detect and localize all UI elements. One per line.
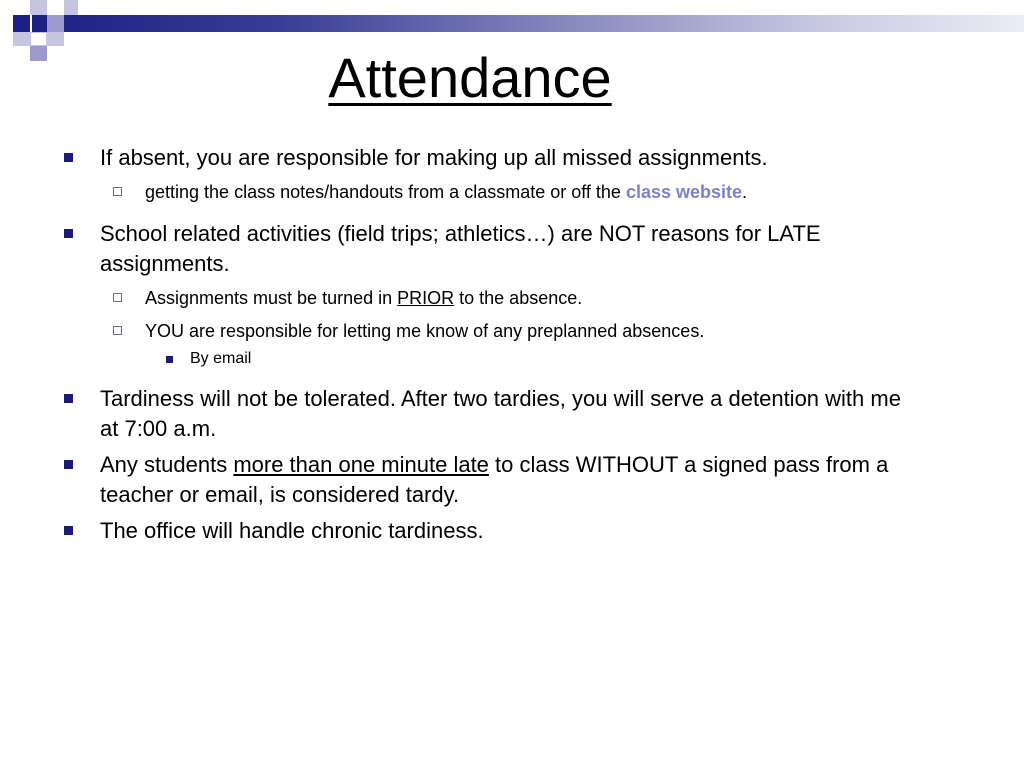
sub-item-text: Assignments must be turned in bbox=[145, 288, 398, 308]
square-bullet-icon bbox=[64, 526, 73, 535]
square-bullet-icon bbox=[64, 394, 73, 403]
underlined-text: more than one minute late bbox=[233, 452, 489, 477]
square-bullet-icon bbox=[64, 229, 73, 238]
list-item bbox=[62, 143, 912, 173]
class-website-link[interactable]: class website bbox=[625, 182, 743, 202]
sub-list-item bbox=[62, 318, 912, 344]
list-item-text: Any students bbox=[100, 452, 234, 477]
square-dark bbox=[13, 15, 30, 32]
list-item-text: Tardiness will not be tolerated. After two tardies, you will serve a detention with me at 7:00 a.m. bbox=[100, 386, 901, 441]
sub-list-item bbox=[62, 285, 912, 311]
sub-item-text: YOU are responsible for letting me know of any preplanned absences. bbox=[145, 321, 705, 341]
prior-underlined-text: PRIOR bbox=[397, 288, 455, 308]
sub-item-text-end: . bbox=[742, 182, 748, 202]
square-medium bbox=[47, 15, 64, 32]
list-item bbox=[62, 450, 912, 510]
sub-item-text: getting the class notes/handouts from a classmate or off the bbox=[145, 182, 626, 202]
list-item-text: If absent, you are responsible for making up all missed assignments. bbox=[100, 145, 768, 170]
list-item-text: The office will handle chronic tardiness. bbox=[100, 518, 484, 543]
sub-sub-list-item bbox=[62, 348, 912, 370]
hollow-square-bullet-icon bbox=[113, 293, 122, 302]
square-bullet-icon bbox=[64, 460, 73, 469]
square-light bbox=[30, 0, 47, 15]
list-item bbox=[62, 516, 912, 546]
list-item bbox=[62, 219, 912, 279]
hollow-square-bullet-icon bbox=[113, 187, 122, 196]
slide-title: Attendance bbox=[328, 46, 612, 109]
square-bullet-icon bbox=[166, 356, 173, 363]
header-gradient-band bbox=[32, 15, 1024, 32]
sub-list-item bbox=[62, 179, 912, 205]
sub-sub-item-text: By email bbox=[190, 350, 252, 367]
sub-item-text-end: to the absence. bbox=[454, 288, 583, 308]
list-item-text-end: to class WITHOUT a signed pass from a teacher or email, is considered tardy. bbox=[100, 452, 889, 507]
square-bullet-icon bbox=[64, 153, 73, 162]
bullet-list bbox=[62, 143, 912, 552]
list-item bbox=[62, 384, 912, 444]
hollow-square-bullet-icon bbox=[113, 326, 122, 335]
list-item-text: School related activities (field trips; athletics…) are NOT reasons for LATE assignments. bbox=[100, 221, 821, 276]
square-light bbox=[64, 0, 78, 15]
